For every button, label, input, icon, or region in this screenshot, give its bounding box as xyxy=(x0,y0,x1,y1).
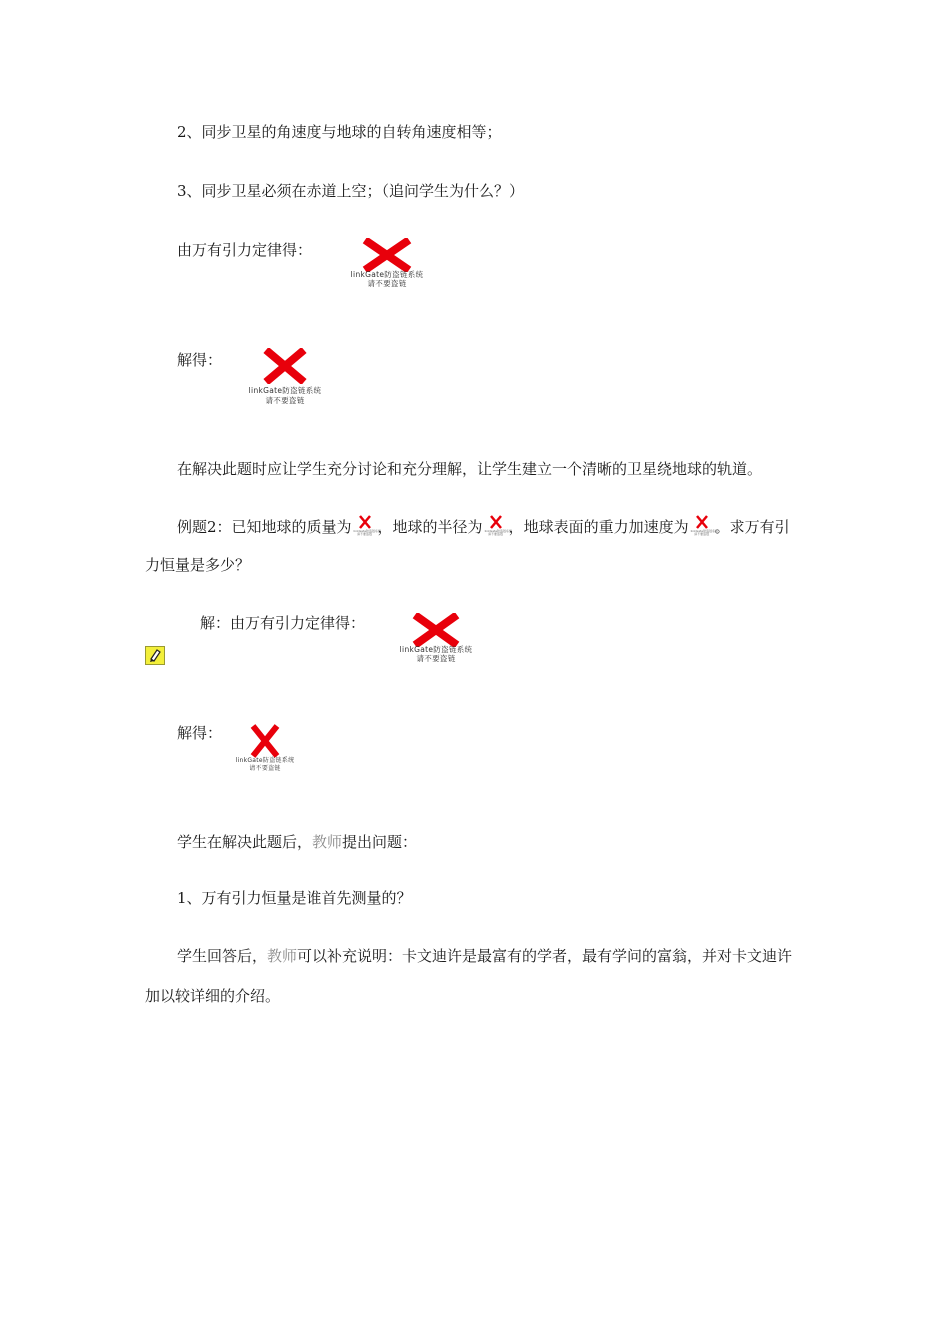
teacher-term: 教师 xyxy=(267,947,298,965)
edit-pen-icon[interactable] xyxy=(145,646,165,665)
paragraph-11 xyxy=(177,946,792,966)
text-run: ，地球的半径为 xyxy=(377,518,483,536)
paragraph-2: 3、同步卫星必须在赤道上空；（追问学生为什么？） xyxy=(177,182,525,200)
red-x-icon xyxy=(250,724,280,758)
broken-image-placeholder xyxy=(220,348,350,405)
paragraph-10: 1、万有引力恒量是谁首先测量的？ xyxy=(177,889,412,907)
red-x-icon xyxy=(359,515,371,529)
placeholder-caption: linkGate防盗链系统 xyxy=(484,529,513,533)
red-x-icon xyxy=(411,613,461,647)
broken-image-placeholder xyxy=(371,613,501,665)
red-x-icon xyxy=(696,515,708,529)
text-run: 可以补充说明：卡文迪许是最富有的学者，最有学问的富翁，并对卡文迪许 xyxy=(297,947,793,965)
text-run: 提出问题： xyxy=(342,833,418,851)
placeholder-caption: 请不要盗链 xyxy=(265,396,305,405)
red-x-icon xyxy=(490,515,502,529)
text-run: 学生回答后， xyxy=(177,947,268,965)
placeholder-caption: 请不要盗链 xyxy=(367,279,407,288)
placeholder-caption: linkGate防盗链系统 xyxy=(353,529,382,533)
placeholder-caption: 请不要盗链 xyxy=(357,532,373,536)
broken-image-placeholder xyxy=(322,238,452,290)
paragraph-9 xyxy=(177,832,417,852)
paragraph-6-continuation: 力恒量是多少？ xyxy=(145,556,251,574)
text-run: 。求万有引 xyxy=(714,518,790,536)
teacher-term: 教师 xyxy=(312,833,343,851)
red-x-icon xyxy=(361,238,413,272)
text-run: 例题2：已知地球的质量为 xyxy=(177,518,352,536)
placeholder-caption: 请不要盗链 xyxy=(416,654,456,663)
paragraph-4: 解得： xyxy=(177,351,223,369)
paragraph-1: 2、同步卫星的角速度与地球的自转角速度相等； xyxy=(177,123,502,141)
paragraph-6 xyxy=(177,515,790,537)
inline-broken-image xyxy=(484,515,513,537)
placeholder-caption: linkGate防盗链系统 xyxy=(690,529,719,533)
inline-broken-image xyxy=(690,515,719,537)
paragraph-3: 由万有引力定律得： xyxy=(177,241,313,259)
placeholder-caption: linkGate防盗链系统 xyxy=(248,386,322,395)
paragraph-11-continuation: 加以较详细的介绍。 xyxy=(145,987,281,1005)
text-run: ，地球表面的重力加速度为 xyxy=(508,518,689,536)
placeholder-caption: linkGate防盗链系统 xyxy=(350,270,424,279)
placeholder-caption: 请不要盗链 xyxy=(249,765,281,772)
red-x-icon xyxy=(262,348,308,384)
paragraph-7: 解：由万有引力定律得： xyxy=(200,614,366,632)
placeholder-caption: linkGate防盗链系统 xyxy=(235,757,295,764)
placeholder-caption: 请不要盗链 xyxy=(488,532,504,536)
broken-image-placeholder xyxy=(227,724,303,772)
inline-broken-image xyxy=(353,515,382,537)
paragraph-5: 在解决此题时应让学生充分讨论和充分理解，让学生建立一个清晰的卫星绕地球的轨道。 xyxy=(177,460,763,478)
placeholder-caption: linkGate防盗链系统 xyxy=(399,645,473,654)
paragraph-8: 解得： xyxy=(177,724,223,742)
text-run: 学生在解决此题后， xyxy=(177,833,313,851)
pen-glyph-icon xyxy=(146,647,164,664)
placeholder-caption: 请不要盗链 xyxy=(694,532,710,536)
